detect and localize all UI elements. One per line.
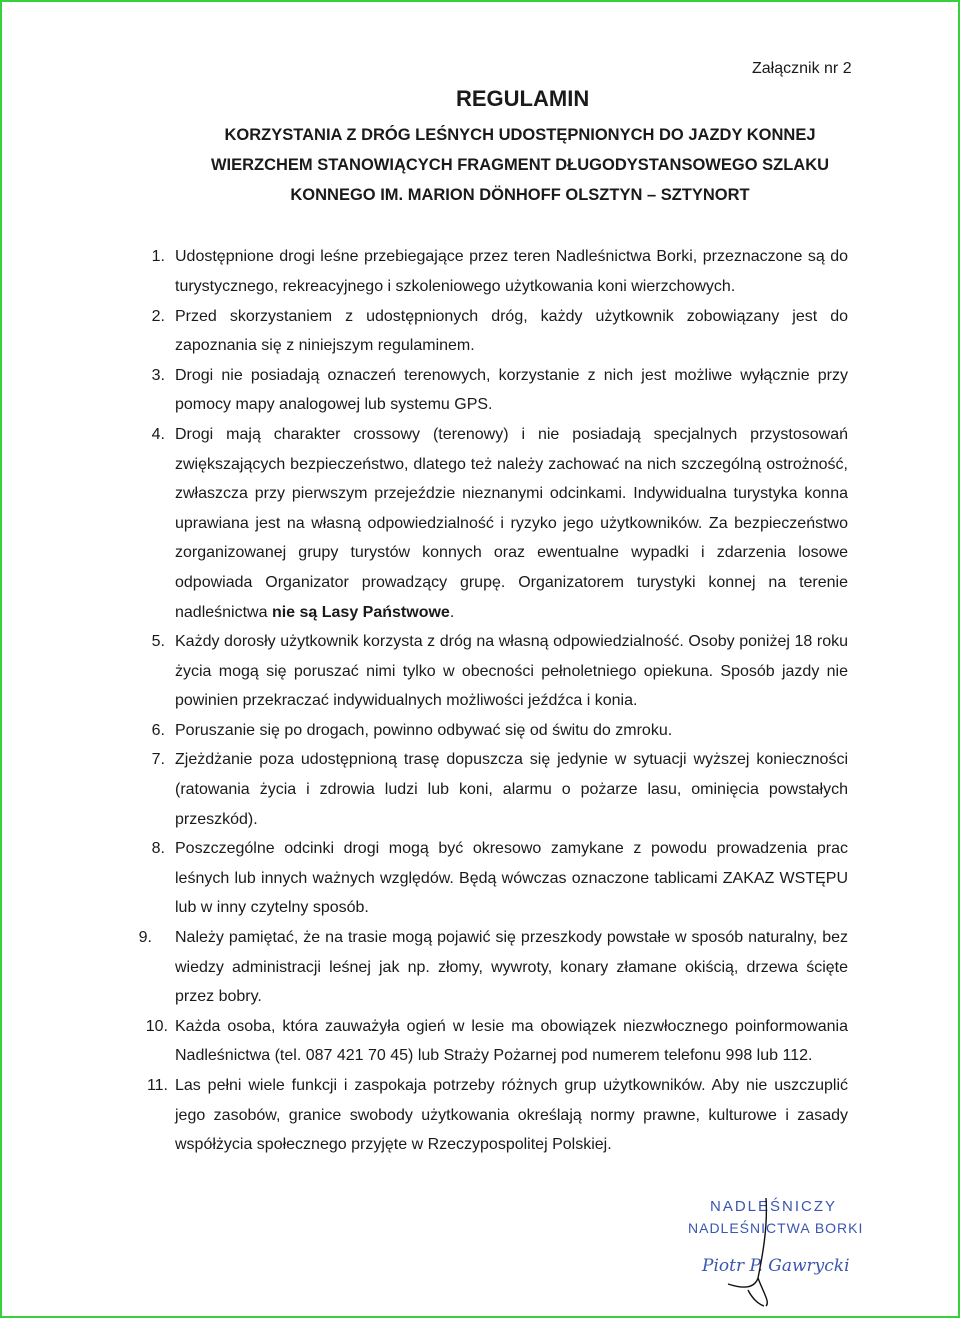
rule-item [0,1012,960,1071]
rule-number: 3. [151,366,165,384]
rule-text: Każdy dorosły użytkownik korzysta z dróg na własną odpowiedzialność. Osoby poniżej 18 roku życia mogą się poruszać nimi tylko w obecności pełnoletniego opiekuna. Sposób jazdy nie powinien przekraczać indywidualnych możliwości jeźdźca i konia. [175,633,848,710]
rule-text: Każda osoba, która zauważyła ogień w lesie ma obowiązek niezwłocznego poinformowania Nadleśnictwa (tel. 087 421 70 45) lub Straży Pożarnej pod numerem telefonu 998 lub 112. [175,1017,848,1065]
rule-text: Przed skorzystaniem z udostępnionych dróg, każdy użytkownik zobowiązany jest do zapoznania się z niniejszym regulaminem. [175,307,848,355]
rule-item [0,745,960,834]
rule-number: 11. [146,1077,168,1095]
rule-number: 4. [151,425,165,443]
subtitle-line: KONNEGO IM. MARION DÖNHOFF OLSZTYN – SZTYNORT [290,186,750,204]
rule-number: 2. [151,307,165,325]
rule-number: 9. [138,929,152,947]
rule-item [0,716,960,746]
stamp-name: Piotr P. Gawrycki [702,1256,850,1276]
rule-number: 10. [145,1017,168,1035]
rule-text: Należy pamiętać, że na trasie mogą pojawić się przeszkody powstałe w sposób naturalny, bez wiedzy administracji leśnej jak np. złomy, wywroty, konary złamane okiścią, drzewa ścięte przez bobry. [175,929,848,1006]
subtitle-line: KORZYSTANIA Z DRÓG LEŚNYCH UDOSTĘPNIONYCH DO JAZDY KONNEJ [224,126,816,144]
rule-number: 5. [151,633,165,651]
rule-item [0,302,960,361]
rule-item [0,242,960,301]
rule-text: Zjeżdżanie poza udostępnioną trasę dopuszcza się jedynie w sytuacji wyższej konieczności (ratowania życia i zdrowia ludzi lub koni, alarmu o pożarze lasu, ominięcia powstałych przeszkód). [175,751,848,828]
rule-text [175,420,848,627]
rule-text-bold: nie są Lasy Państwowe [271,603,450,621]
rule-item [0,420,960,627]
rule-number: 8. [151,840,165,858]
rule-number: 1. [151,248,165,265]
subtitle-line: WIERZCHEM STANOWIĄCYCH FRAGMENT DŁUGODYSTANSOWEGO SZLAKU [210,156,830,174]
rule-text-tail: . [449,603,455,621]
document-subtitle [170,120,870,210]
rule-item [0,361,960,420]
stamp-line2: NADLEŚNICTWA BORKI [688,1220,864,1236]
handwritten-signature [688,1198,868,1308]
stamp-line1: NADLEŚNICZY [710,1198,838,1215]
rule-text: Poruszanie się po drogach, powinno odbywać się od świtu do zmroku. [175,721,673,739]
rule-number: 6. [151,721,165,739]
rule-text: Poszczególne odcinki drogi mogą być okresowo zamykane z powodu prowadzenia prac leśnych lub innych ważnych względów. Będą wówczas oznaczone tablicami ZAKAZ WSTĘPU lub w inny czytelny sposób. [175,840,848,917]
rule-text-main: Drogi mają charakter crossowy (terenowy) i nie posiadają specjalnych przystosowań zwiększających bezpieczeństwo, dlatego też należy zachować na nich szczególną ostrożność, zwłaszcza przy pierwszym przejeździe nieznanymi odcinkami. Indywidualna turystyka konna uprawiana jest na własną odpowiedzialność i ryzyko jego użytkowników. Za bezpieczeństwo zorganizowanej grupy turystów konnych oraz ewentualne wypadki i zdarzenia losowe odpowiada Organizator prowadzący grupę. Organizatorem turystyki konnej na terenie nadleśnictwa [175,425,848,621]
rule-text: Las pełni wiele funkcji i zaspokaja potrzeby różnych grup użytkowników. Aby nie uszczuplić jego zasobów, granice swobody użytkowania określają normy prawne, kulturowe i zasady współżycia społecznego przyjęte w Rzeczypospolitej Polskiej. [175,1077,848,1154]
attachment-label: Załącznik nr 2 [752,60,852,77]
rule-text: Drogi nie posiadają oznaczeń terenowych, korzystanie z nich jest możliwe wyłącznie przy pomocy mapy analogowej lub systemu GPS. [175,366,848,414]
official-stamp [688,1198,868,1308]
rule-item [0,834,960,923]
rule-item [0,923,960,1012]
document-title: REGULAMIN [456,86,590,111]
rule-item [0,627,960,716]
rule-number: 7. [151,751,165,769]
rules-list [0,242,960,1160]
rule-item [0,1071,960,1160]
rule-text: Udostępnione drogi leśne przebiegające przez teren Nadleśnictwa Borki, przeznaczone są do turystycznego, rekreacyjnego i szkoleniowego użytkowania koni wierzchowych. [175,248,848,295]
